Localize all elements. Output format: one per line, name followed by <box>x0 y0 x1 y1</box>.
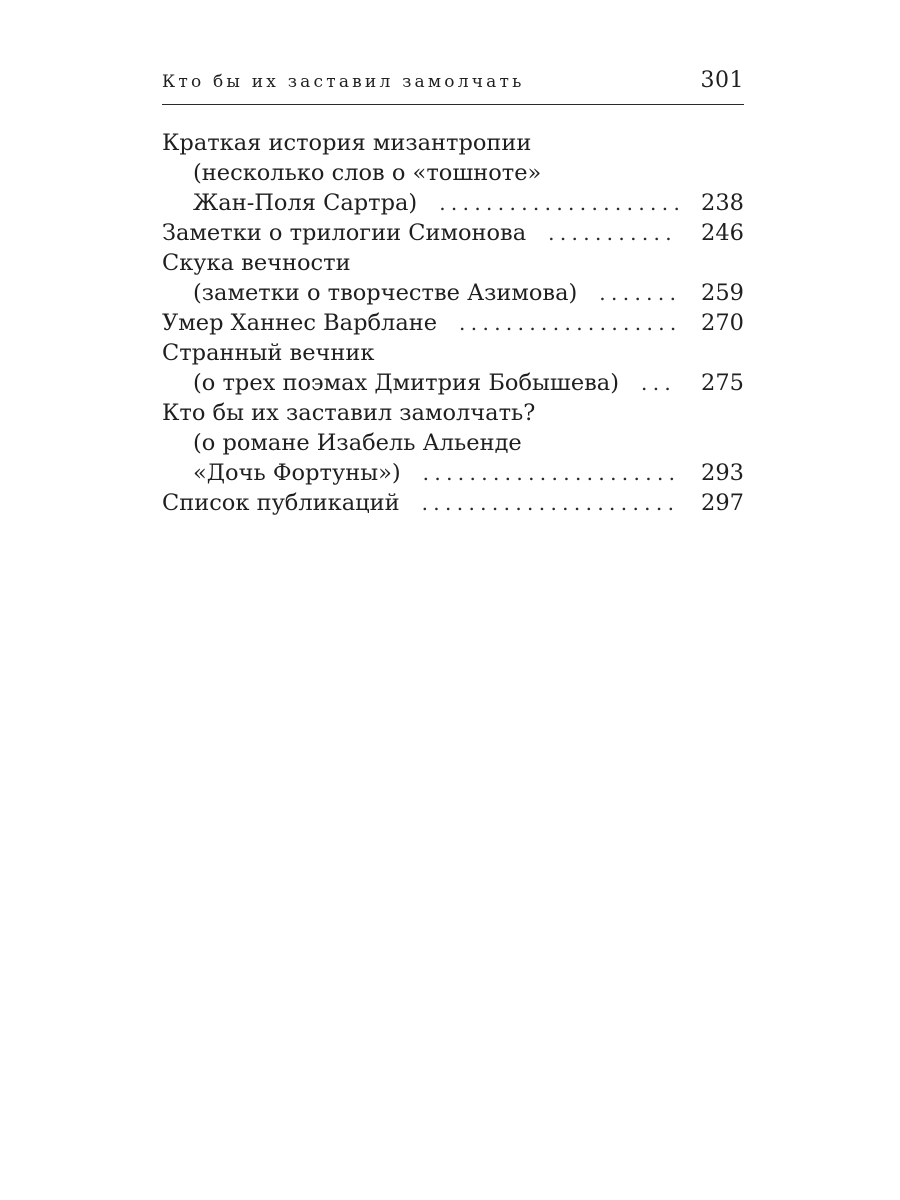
toc-line <box>162 368 744 398</box>
dot-leader <box>459 308 678 338</box>
dot-leader <box>422 488 678 518</box>
toc-page-number: 297 <box>701 490 744 516</box>
toc-line <box>162 428 744 458</box>
toc-entry-subtitle: (о трех поэмах Дмитрия Бобышева) <box>193 370 619 396</box>
toc-line <box>162 158 744 188</box>
toc-page-number: 270 <box>701 310 744 336</box>
toc-line <box>162 188 744 218</box>
toc-entry-title: Заметки о трилогии Симонова <box>162 220 527 246</box>
toc-entry-title: Странный вечник <box>162 340 375 366</box>
toc-page-number: 259 <box>701 280 744 306</box>
toc-page-number: 238 <box>701 190 744 216</box>
toc-line <box>162 308 744 338</box>
toc-page-number: 293 <box>701 460 744 486</box>
toc-line <box>162 458 744 488</box>
toc-entry-title: Скука вечности <box>162 250 351 276</box>
toc-page-number: 275 <box>701 370 744 396</box>
toc-entry-subtitle: (заметки о творчестве Азимова) <box>193 280 578 306</box>
dot-leader <box>548 218 678 248</box>
toc-entry-subtitle: Жан-Поля Сартра) <box>193 190 418 216</box>
toc-entry-title: Кто бы их заставил замолчать? <box>162 400 536 426</box>
toc-line <box>162 278 744 308</box>
table-of-contents <box>162 128 744 518</box>
toc-entry-subtitle: (несколько слов о «тошноте» <box>193 160 542 186</box>
toc-entry-subtitle: (о романе Изабель Альенде <box>193 430 522 456</box>
toc-entry-subtitle: «Дочь Фортуны») <box>193 460 401 486</box>
toc-line <box>162 338 744 368</box>
toc-entry-title: Краткая история мизантропии <box>162 130 532 156</box>
toc-line <box>162 248 744 278</box>
page-number: 301 <box>700 68 744 93</box>
toc-line <box>162 218 744 248</box>
toc-line <box>162 128 744 158</box>
toc-line <box>162 488 744 518</box>
dot-leader <box>423 458 678 488</box>
dot-leader <box>641 368 678 398</box>
toc-entry-title: Умер Ханнес Варблане <box>162 310 438 336</box>
toc-entry-title: Список публикаций <box>162 490 400 516</box>
toc-page-number: 246 <box>701 220 744 246</box>
running-header <box>162 64 744 105</box>
toc-line <box>162 398 744 428</box>
dot-leader <box>439 188 678 218</box>
running-title: Кто бы их заставил замолчать <box>162 72 525 92</box>
dot-leader <box>599 278 678 308</box>
